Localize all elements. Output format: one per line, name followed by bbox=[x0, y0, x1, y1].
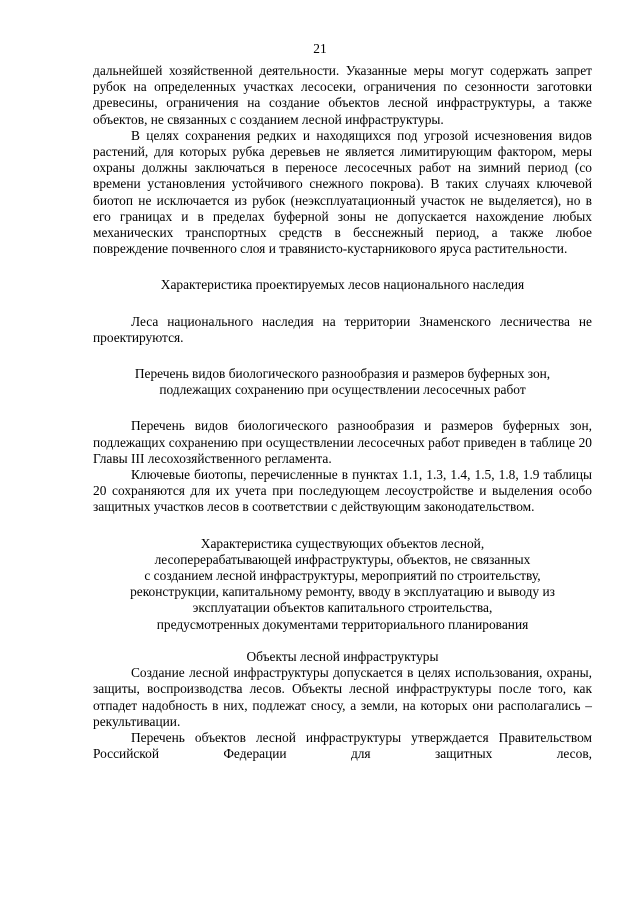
heading-line: Характеристика существующих объектов лесной, bbox=[200, 535, 485, 551]
heading-line: Объекты лесной инфраструктуры bbox=[246, 648, 439, 664]
section-heading bbox=[93, 277, 592, 293]
heading-line: предусмотренных документами территориального планирования bbox=[156, 616, 529, 632]
heading-line: эксплуатации объектов капитального строительства, bbox=[192, 600, 493, 616]
heading-line: Перечень видов биологического разнообразия и размеров буферных зон, bbox=[134, 366, 551, 382]
spacer bbox=[93, 346, 592, 366]
section-heading bbox=[93, 366, 592, 398]
spacer bbox=[93, 294, 592, 314]
heading-line: с созданием лесной инфраструктуры, мероприятий по строительству, bbox=[144, 568, 541, 584]
section-heading bbox=[93, 536, 592, 633]
spacer bbox=[93, 516, 592, 536]
heading-line: подлежащих сохранению при осуществлении лесосечных работ bbox=[159, 382, 526, 398]
heading-line: Характеристика проектируемых лесов национального наследия bbox=[160, 277, 525, 293]
spacer bbox=[93, 257, 592, 277]
paragraph: Перечень объектов лесной инфраструктуры утверждается Правительством Российской Федерации для защитных лесов, bbox=[93, 729, 592, 762]
paragraph: дальнейшей хозяйственной деятельности. Указанные меры могут содержать запрет рубок на определенных участках лесосеки, ограничения по сезонности заготовки древесины, ограничения на создание объектов лесной инфраструктуры, а также объектов, не связанных с созданием лесной инфраструктуры. bbox=[93, 63, 592, 127]
paragraph: Леса национального наследия на территории Знаменского лесничества не проектируются. bbox=[93, 313, 592, 345]
heading-line: реконструкции, капитальному ремонту, вводу в эксплуатацию и выводу из bbox=[130, 584, 555, 600]
page-number: 21 bbox=[313, 41, 327, 56]
section-heading bbox=[93, 649, 592, 665]
document-body bbox=[93, 63, 592, 762]
paragraph: В целях сохранения редких и находящихся под угрозой исчезновения видов растений, для которых рубка деревьев не является лимитирующим фактором, меры охраны должны заключаться в переносе лесосечных работ на зимний период (со времени установления устойчивого снежного покрова). В таких случаях ключевой биотоп не исключается из рубок (неэксплуатационный участок не выделяется), но в его границах и в пределах буферной зоны не допускается нахождение любых механических транспортных средств в бесснежный период, а также любое повреждение почвенного слоя и травянисто-кустарникового яруса растительности. bbox=[93, 127, 592, 257]
paragraph: Ключевые биотопы, перечисленные в пунктах 1.1, 1.3, 1.4, 1.5, 1.8, 1.9 таблицы 20 сохраняются для их учета при последующем лесоустройстве и выделения особо защитных участков лесов в соответствии с действующим законодательством. bbox=[93, 467, 592, 515]
heading-line: лесоперерабатывающей инфраструктуры, объектов, не связанных bbox=[154, 551, 531, 567]
paragraph: Создание лесной инфраструктуры допускается в целях использования, охраны, защиты, воспроизводства лесов. Объекты лесной инфраструктуры после того, как отпадет надобность в них, подлежат сносу, а земли, на которых они располагались – рекультивации. bbox=[93, 665, 592, 729]
spacer bbox=[93, 633, 592, 649]
paragraph: Перечень видов биологического разнообразия и размеров буферных зон, подлежащих сохранению при осуществлении лесосечных работ приведен в таблице 20 Главы III лесохозяйственного регламента. bbox=[93, 418, 592, 466]
spacer bbox=[93, 398, 592, 418]
